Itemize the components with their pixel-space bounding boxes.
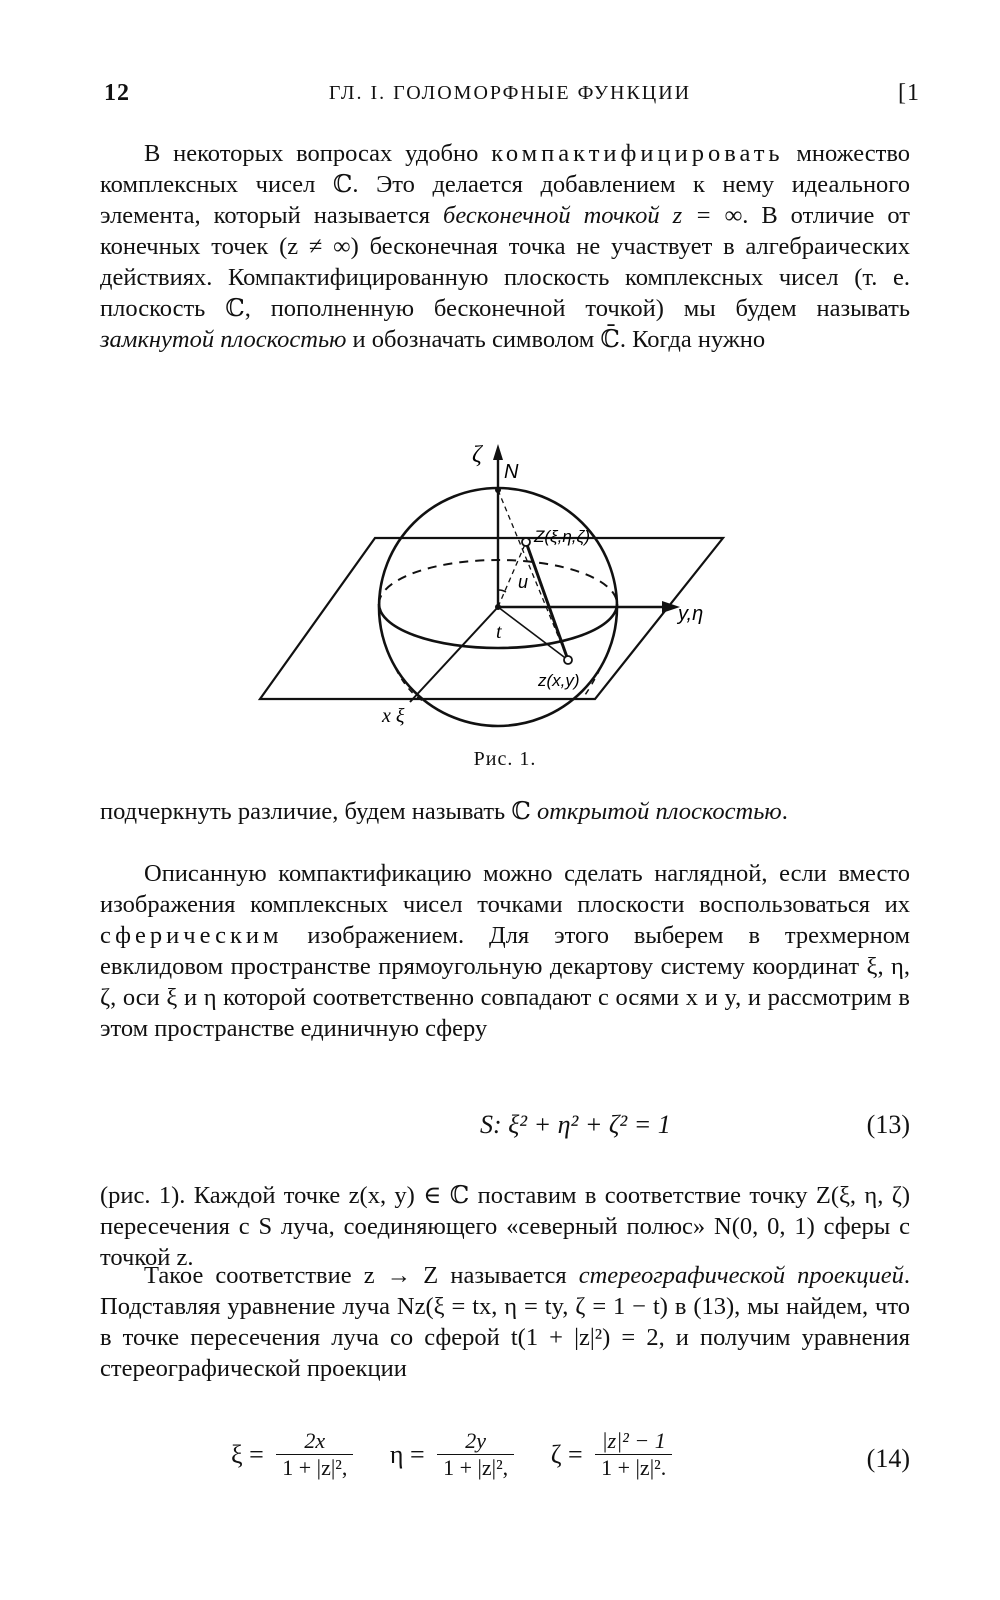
running-header	[100, 80, 920, 120]
equation-13	[100, 1110, 910, 1150]
label-Z: Z(ξ,η,ζ)	[534, 527, 591, 546]
complex-plane	[260, 538, 723, 699]
paragraph-stereographic	[100, 1260, 910, 1384]
paragraph-correspondence: (рис. 1). Каждой точке z(x, y) ∈ ℂ поставим в соответствие точку Z(ξ, η, ζ) пересечения с S луча, соединяющего «северный полюс» N(0, 0, 1) сферы с точкой z.	[100, 1182, 910, 1271]
text-run: Описанную компактификацию можно сделать наглядной, если вместо изображения комплексных чисел точками плоскости воспользоваться их	[100, 860, 910, 918]
zeta-fraction	[595, 1428, 672, 1481]
paragraph-open-plane	[100, 796, 910, 827]
equation-14-row	[225, 1428, 672, 1481]
text-run: . В отличие от конечных точек (z ≠ ∞) бесконечная точка не участвует в алгебраических действиях. Компактифицированную плоскость комплексных чисел (т. е. плоскость ℂ, пополненную бесконечной точкой) мы будем называть	[100, 202, 910, 322]
lower-hemisphere-hidden	[585, 635, 614, 695]
label-t: t	[496, 621, 502, 643]
text-run: Такое соответствие z → Z называется	[144, 1262, 579, 1289]
zeta-axis-arrow	[493, 444, 503, 460]
text-run: множество комплексных чисел ℂ. Это делается добавлением к нему идеального элемента, который называется	[100, 140, 911, 229]
label-x-xi: x ξ	[382, 705, 405, 727]
equation-14	[100, 1428, 910, 1508]
equation-13-number: (13)	[866, 1110, 910, 1139]
figure-caption: Рис. 1.	[473, 748, 537, 770]
zeta-numerator: |z|² − 1	[595, 1428, 672, 1455]
chapter-title: ГЛ. I. ГОЛОМОРФНЫЕ ФУНКЦИИ	[328, 82, 692, 104]
zeta-denominator: 1 + |z|².	[601, 1455, 667, 1480]
page-number: 12	[104, 80, 130, 106]
spaced-term: сферическим	[100, 922, 283, 949]
label-zeta: ζ	[472, 442, 482, 468]
equation-13-body: S: ξ² + η² + ζ² = 1	[480, 1110, 671, 1139]
riemann-sphere-figure	[250, 440, 750, 740]
xi-numerator: 2x	[276, 1428, 353, 1455]
xi-fraction	[276, 1428, 353, 1481]
eta-fraction	[437, 1428, 514, 1481]
text-run: подчеркнуть различие, будем называть ℂ	[100, 798, 537, 825]
spaced-term: компактифицировать	[491, 140, 784, 167]
text-run: и обозначать символом ℂ̄. Когда нужно	[346, 326, 766, 353]
label-u: u	[518, 572, 529, 592]
point-N	[495, 487, 501, 493]
text-run: . Подставляя уравнение луча Nz(ξ = tx, η = ty, ζ = 1 − t) в (13), мы найдем, что в точке пересечения луча со сферой t(1 + |z|²) = 2, и получим уравнения стереографической проекции	[100, 1262, 911, 1382]
label-N: N	[504, 461, 519, 483]
eta-numerator: 2y	[437, 1428, 514, 1455]
xi-denominator: 1 + |z|²,	[282, 1455, 348, 1480]
section-mark: [1	[898, 80, 920, 106]
xi-lhs: ξ =	[231, 1439, 264, 1469]
paragraph-compactification	[100, 138, 910, 355]
text-run: изображением. Для этого выберем в трехмерном евклидовом пространстве прямоугольную декартову систему координат ξ, η, ζ, оси ξ и η которой соответственно совпадают с осями x и y, и рассмотрим в этом пространстве единичную сферу	[100, 922, 910, 1042]
point-z	[564, 656, 572, 664]
equation-14-number: (14)	[866, 1444, 910, 1473]
point-Z	[522, 538, 530, 546]
italic-term: открытой плоскостью	[536, 798, 782, 825]
italic-term: бесконечной точкой z = ∞	[443, 202, 743, 229]
italic-term: стереографической проекцией	[578, 1262, 904, 1289]
paragraph-spherical-image	[100, 858, 910, 1044]
text-run: В некоторых вопросах удобно	[144, 140, 492, 167]
text-run: .	[781, 798, 788, 825]
zeta-lhs: ζ =	[550, 1439, 583, 1469]
origin	[495, 604, 501, 610]
xi-axis	[410, 607, 498, 702]
label-y-eta: y,η	[678, 603, 704, 625]
ray-z-segment	[526, 542, 568, 660]
label-z: z(x,y)	[538, 671, 580, 690]
italic-term: замкнутой плоскостью	[100, 326, 347, 353]
eta-lhs: η =	[389, 1439, 425, 1469]
eta-denominator: 1 + |z|²,	[443, 1455, 509, 1480]
